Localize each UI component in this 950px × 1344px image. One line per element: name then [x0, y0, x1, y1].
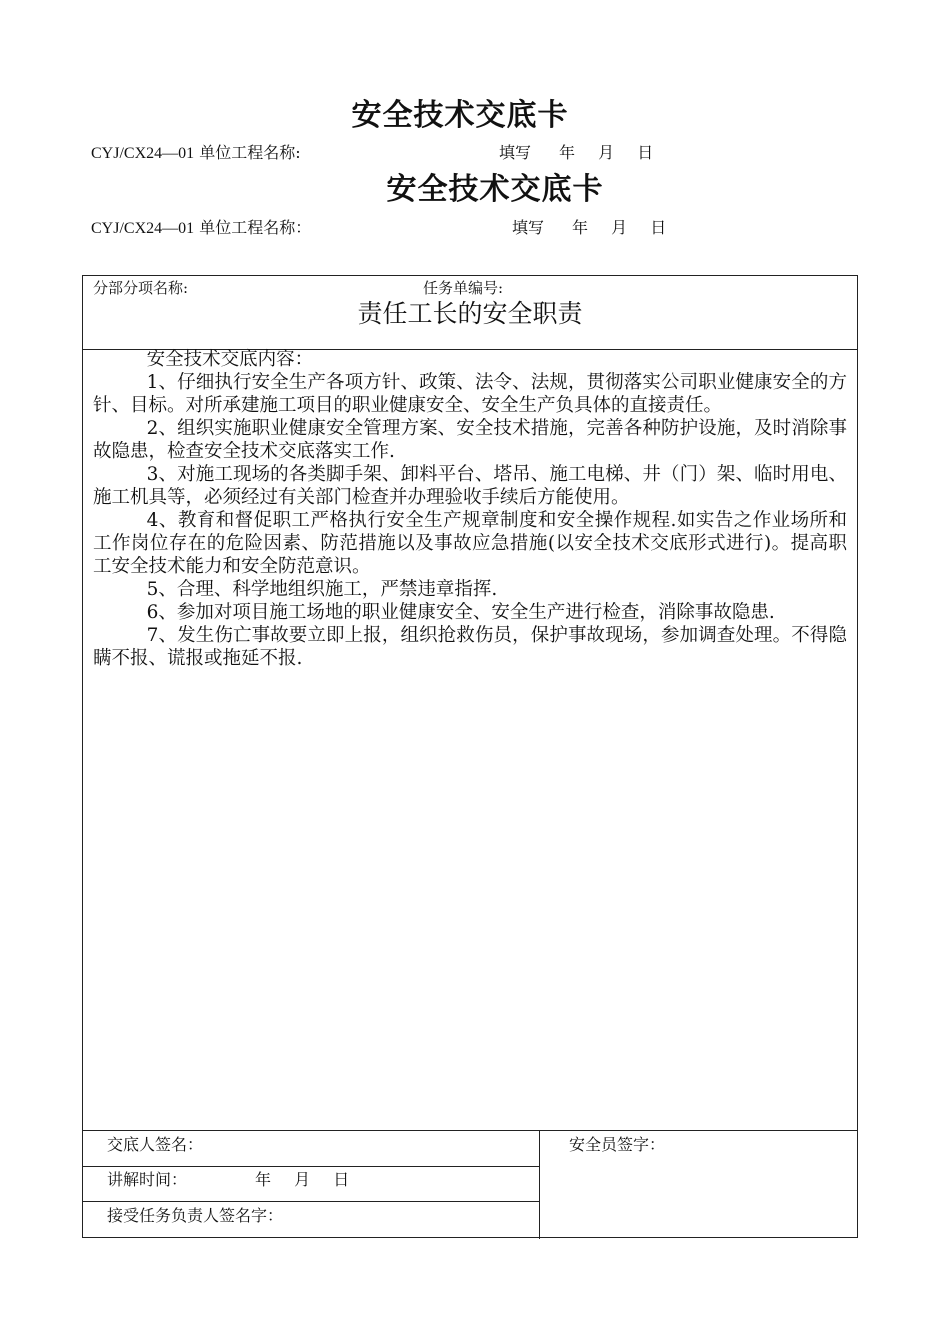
doc-code: CYJ/CX24—01 [91, 220, 195, 237]
header-line-duplicate [91, 215, 676, 238]
explain-date-label: 年 月 日 [255, 1170, 359, 1189]
date-label: 年 月 日 [572, 218, 676, 237]
header-line [91, 140, 663, 163]
explain-time-field [107, 1167, 358, 1190]
briefing-card [82, 275, 858, 1238]
unit-name-label: 单位工程名称： [199, 218, 312, 237]
briefing-content [93, 348, 847, 670]
receiver-signature-label: 接受任务负责人签名字： [107, 1206, 284, 1225]
content-item: 5、合理、科学地组织施工，严禁违章指挥. [146, 579, 498, 600]
duty-title: 责任工长的安全职责 [357, 299, 583, 328]
doc-title: 安全技术交底卡 [351, 98, 569, 133]
fill-date [512, 215, 675, 238]
task-number-label: 任务单编号: [423, 279, 504, 297]
card-header-row [83, 276, 857, 350]
doc-code: CYJ/CX24—01 [91, 145, 195, 162]
unit-name-label: 单位工程名称: [199, 143, 301, 162]
content-item: 4、教育和督促职工严格执行安全生产规章制度和安全操作规程.如实告之作业场所和工作岗位存在的危险因素、防范措施以及事故应急措施(以安全技术交底形式进行)。提高职工安全技术能力和安全防范意识。 [93, 510, 847, 577]
divider [83, 1201, 539, 1202]
content-item: 2、组织实施职业健康安全管理方案、安全技术措施，完善各种防护设施，及时消除事故隐患，检查安全技术交底落实工作. [93, 418, 847, 462]
doc-title-duplicate: 安全技术交底卡 [386, 172, 604, 207]
safety-officer-signature-label: 安全员签字： [569, 1135, 666, 1154]
date-label: 年 月 日 [559, 143, 663, 162]
content-item: 1、仔细执行安全生产各项方针、政策、法令、法规，贯彻落实公司职业健康安全的方针、目标。对所承建施工项目的职业健康安全、安全生产负具体的直接责任。 [93, 372, 847, 416]
signature-block [83, 1130, 857, 1239]
content-item: 7、发生伤亡事故要立即上报，组织抢救伤员，保护事故现场，参加调查处理。不得隐瞒不报、谎报或拖延不报. [93, 625, 847, 669]
fill-label: 填写 [499, 143, 532, 162]
content-item: 3、对施工现场的各类脚手架、卸料平台、塔吊、施工电梯、井（门）架、临时用电、施工机具等，必须经过有关部门检查并办理验收手续后方能使用。 [93, 464, 847, 508]
presenter-signature-label: 交底人签名： [107, 1135, 204, 1154]
fill-date [499, 140, 662, 163]
divider [539, 1131, 540, 1239]
content-item: 6、参加对项目施工场地的职业健康安全、安全生产进行检查，消除事故隐患. [146, 602, 775, 623]
subdivision-name-label: 分部分项名称: [93, 279, 189, 297]
content-heading: 安全技术交底内容： [146, 349, 314, 370]
fill-label: 填写 [512, 218, 545, 237]
explain-time-label: 讲解时间： [107, 1170, 188, 1189]
